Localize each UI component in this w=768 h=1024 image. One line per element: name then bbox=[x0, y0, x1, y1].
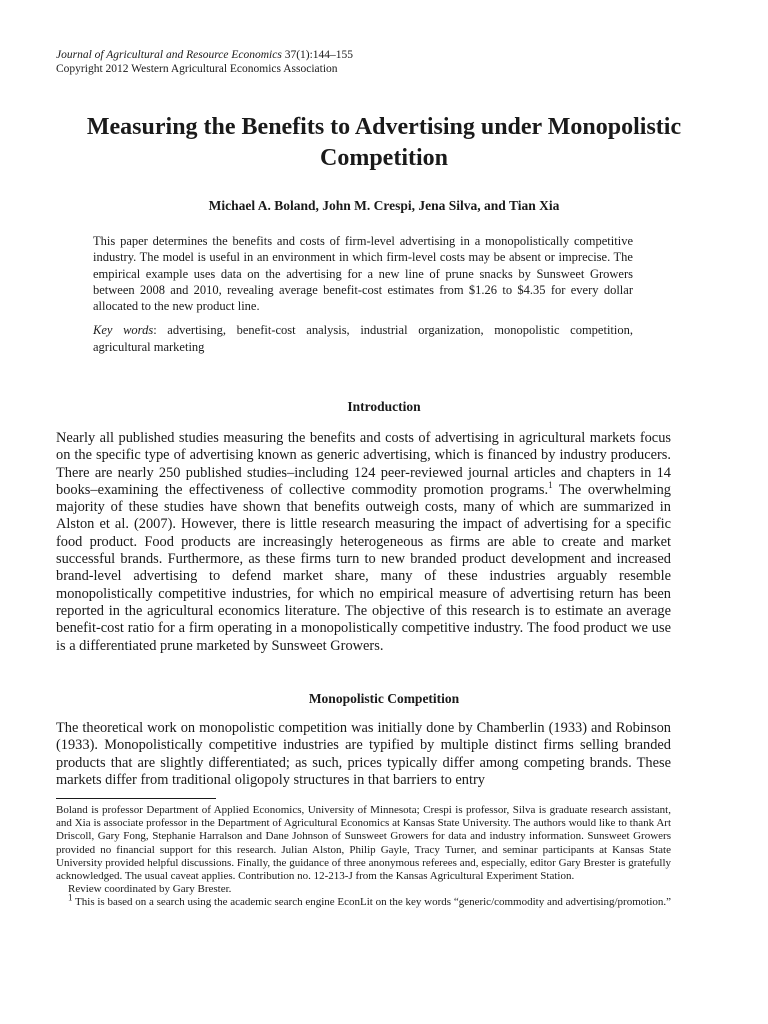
footnotes bbox=[56, 804, 671, 910]
copyright-line: Copyright 2012 Western Agricultural Economics Association bbox=[56, 63, 338, 75]
footnote-1-marker: 1 bbox=[68, 892, 73, 903]
journal-volume-pages: 37(1):144–155 bbox=[284, 49, 354, 61]
introduction-text-part1: Nearly all published studies measuring the benefits and costs of advertising in agricultural markets focus on the specific type of advertising known as generic advertising, which is financed by industry producers. There are nearly 250 published studies–including 124 peer-reviewed journal articles and chapters in 14 books–examining the effectiveness of collective commodity promotion programs. bbox=[56, 430, 671, 498]
journal-citation bbox=[56, 48, 353, 62]
footnote-1-text: This is based on a search using the academic search engine EconLit on the key words “generic/commodity and advertising/promotion.” bbox=[72, 896, 672, 909]
abstract-text: This paper determines the benefits and costs of firm-level advertising in a monopolistically competitive industry. The model is useful in an environment in which firm-level costs may be absent or imprecise. The empirical example uses data on the advertising for a new line of prune snacks by Sunsweet Growers between 2008 and 2010, revealing average benefit-cost estimates from $1.26 to $4.35 for every dollar allocated to the new product line. bbox=[93, 234, 633, 314]
keywords-list: : advertising, benefit-cost analysis, industrial organization, monopolistic competition, agricultural marketing bbox=[93, 323, 633, 354]
abstract bbox=[93, 233, 633, 355]
journal-name: Journal of Agricultural and Resource Economics bbox=[56, 49, 282, 61]
footnote-1 bbox=[56, 892, 672, 909]
keywords-label: Key words bbox=[93, 323, 154, 338]
introduction-paragraph bbox=[56, 430, 671, 655]
author-list: Michael A. Boland, John M. Crespi, Jena Silva, and Tian Xia bbox=[208, 198, 560, 213]
author-affiliation-note: Boland is professor Department of Applied Economics, University of Minnesota; Crespi is professor, Silva is graduate research assistant, and Xia is associate professor in the Department of Agricultural Economics at Kansas State University. The authors would like to thank Art Driscoll, Gary Fong, Stephanie Harralson and Dane Johnson of Sunsweet Growers for data and industry information. Sunsweet Growers provided no financial support for this research. Julian Alston, Philip Gayle, Tracy Turner, and seminar participants at Kansas State University provided helpful discussions. Finally, the guidance of three anonymous referees and, especially, editor Gary Brester is gratefully acknowledged. The usual caveat applies. Contribution no. 12-213-J from the Kansas Agricultural Experiment Station. bbox=[56, 804, 671, 883]
monopolistic-paragraph: The theoretical work on monopolistic competition was initially done by Chamberlin (1933) and Robinson (1933). Monopolistically competitive industries are typified by multiple distinct firms selling branded products that are slightly differentiated; as such, prices typically differ among competing brands. These markets differ from traditional oligopoly structures in that barriers to entry bbox=[56, 720, 671, 788]
section-heading-introduction: Introduction bbox=[347, 399, 421, 414]
paper-title: Measuring the Benefits to Advertising under Monopolistic Competition bbox=[86, 114, 682, 171]
section-heading-monopolistic-competition: Monopolistic Competition bbox=[308, 691, 460, 706]
review-note: Review coordinated by Gary Brester. bbox=[68, 883, 232, 896]
footnote-marker-1: 1 bbox=[548, 480, 553, 491]
footnote-rule bbox=[56, 798, 216, 799]
introduction-text-part2: The overwhelming majority of these studies have shown that benefits outweigh costs, many of which are summarized in Alston et al. (2007). However, there is little research measuring the impact of advertising for a specific food product. Food products are increasingly heterogeneous as firms are able to create and market successful brands. Furthermore, as these firms turn to new branded product development and increased brand-level advertising to defend market share, many of these industries arguably resemble monopolistically competitive industries, for which no empirical measure of advertising return has been reported in the agricultural economics literature. The objective of this research is to estimate an average benefit-cost ratio for a firm operating in a monopolistically competitive industry. The food product we use is a differentiated prune marketed by Sunsweet Growers. bbox=[56, 481, 671, 654]
journal-header bbox=[56, 48, 353, 76]
keywords bbox=[93, 322, 633, 355]
